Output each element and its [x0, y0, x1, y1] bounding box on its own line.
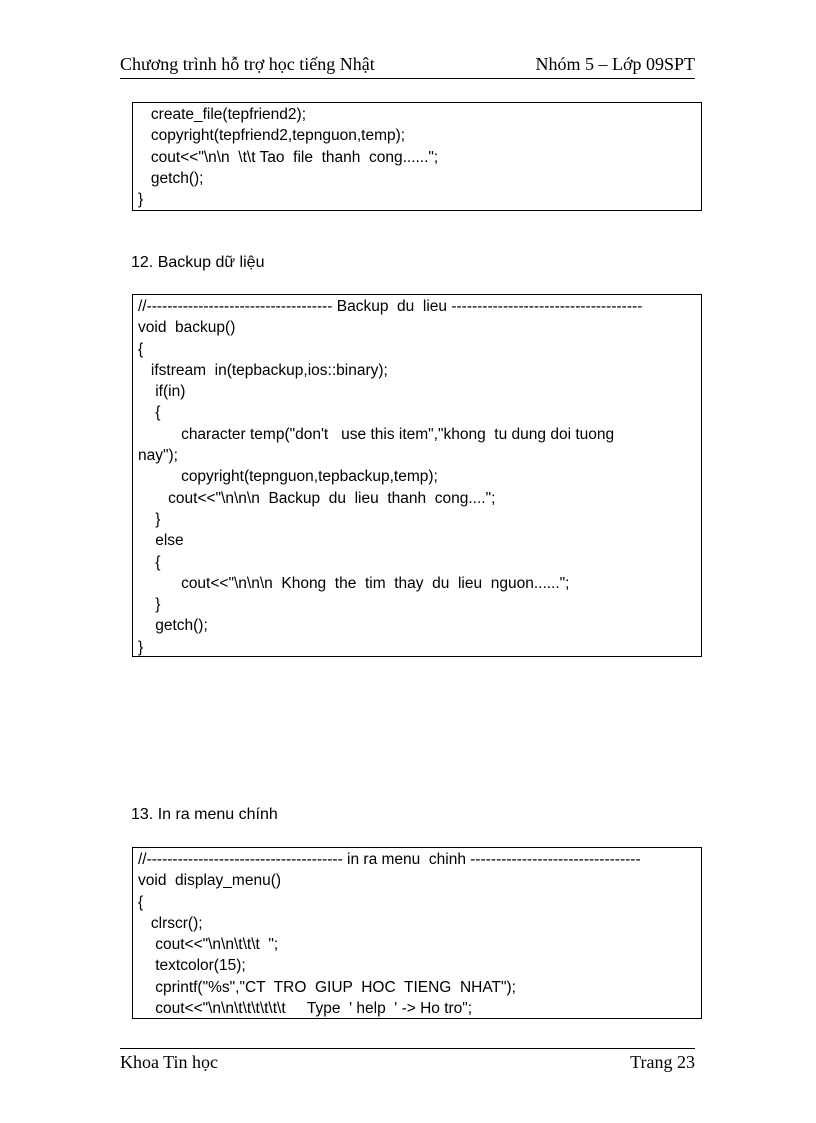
code-line: clrscr();	[138, 914, 203, 932]
code-line: if(in)	[138, 383, 186, 401]
code-block-backup	[132, 294, 702, 657]
page-header	[120, 52, 695, 79]
code-line: cout<<"\n\n\t\t\t\t\t\t Type ' help ' -> Ho tro";	[138, 1000, 473, 1018]
code-line: nay");	[138, 447, 178, 465]
section-heading-backup: 12. Backup dữ liệu	[131, 254, 265, 271]
code-line: {	[138, 553, 161, 571]
section-heading-menu: 13. In ra menu chính	[131, 806, 278, 823]
code-line: void backup()	[138, 319, 236, 337]
code-line: //-------------------------------------- in ra menu chinh ---------------------------------	[138, 851, 641, 868]
code-line: copyright(tepfriend2,tepnguon,temp);	[138, 127, 406, 145]
code-line: }	[138, 596, 161, 614]
code-line: }	[138, 191, 144, 209]
code-line: character temp("don't use this item","khong tu dung doi tuong	[138, 425, 615, 443]
code-line: create_file(tepfriend2);	[138, 106, 307, 123]
code-block-display-menu	[132, 847, 702, 1019]
code-line: }	[138, 638, 144, 656]
code-line: cout<<"\n\n\n Backup du lieu thanh cong....";	[138, 489, 496, 507]
page-footer	[120, 1048, 695, 1077]
page-number: Trang 23	[630, 1052, 695, 1072]
code-line: cout<<"\n\n \t\t Tao file thanh cong......";	[138, 148, 439, 166]
code-line: {	[138, 340, 144, 358]
code-line: cout<<"\n\n\t\t\t ";	[138, 936, 279, 954]
code-line: {	[138, 893, 144, 911]
code-line: }	[138, 510, 161, 528]
code-line: getch();	[138, 169, 204, 187]
code-line: textcolor(15);	[138, 957, 246, 975]
code-line: ifstream in(tepbackup,ios::binary);	[138, 361, 388, 379]
code-block-create-file	[132, 102, 702, 211]
code-line: cprintf("%s","CT TRO GIUP HOC TIENG NHAT");	[138, 978, 516, 996]
code-line: else	[138, 532, 184, 550]
header-group: Nhóm 5 – Lớp 09SPT	[535, 54, 695, 74]
code-line: copyright(tepnguon,tepbackup,temp);	[138, 468, 438, 486]
code-line: getch();	[138, 617, 208, 635]
code-line: cout<<"\n\n\n Khong the tim thay du lieu nguon......";	[138, 574, 570, 592]
footer-department: Khoa Tin học	[120, 1052, 219, 1072]
header-title: Chương trình hỗ trợ học tiếng Nhật	[120, 54, 375, 74]
code-line: {	[138, 404, 161, 422]
code-line: void display_menu()	[138, 872, 282, 890]
code-line: //------------------------------------ Backup du lieu -------------------------------------	[138, 298, 643, 315]
